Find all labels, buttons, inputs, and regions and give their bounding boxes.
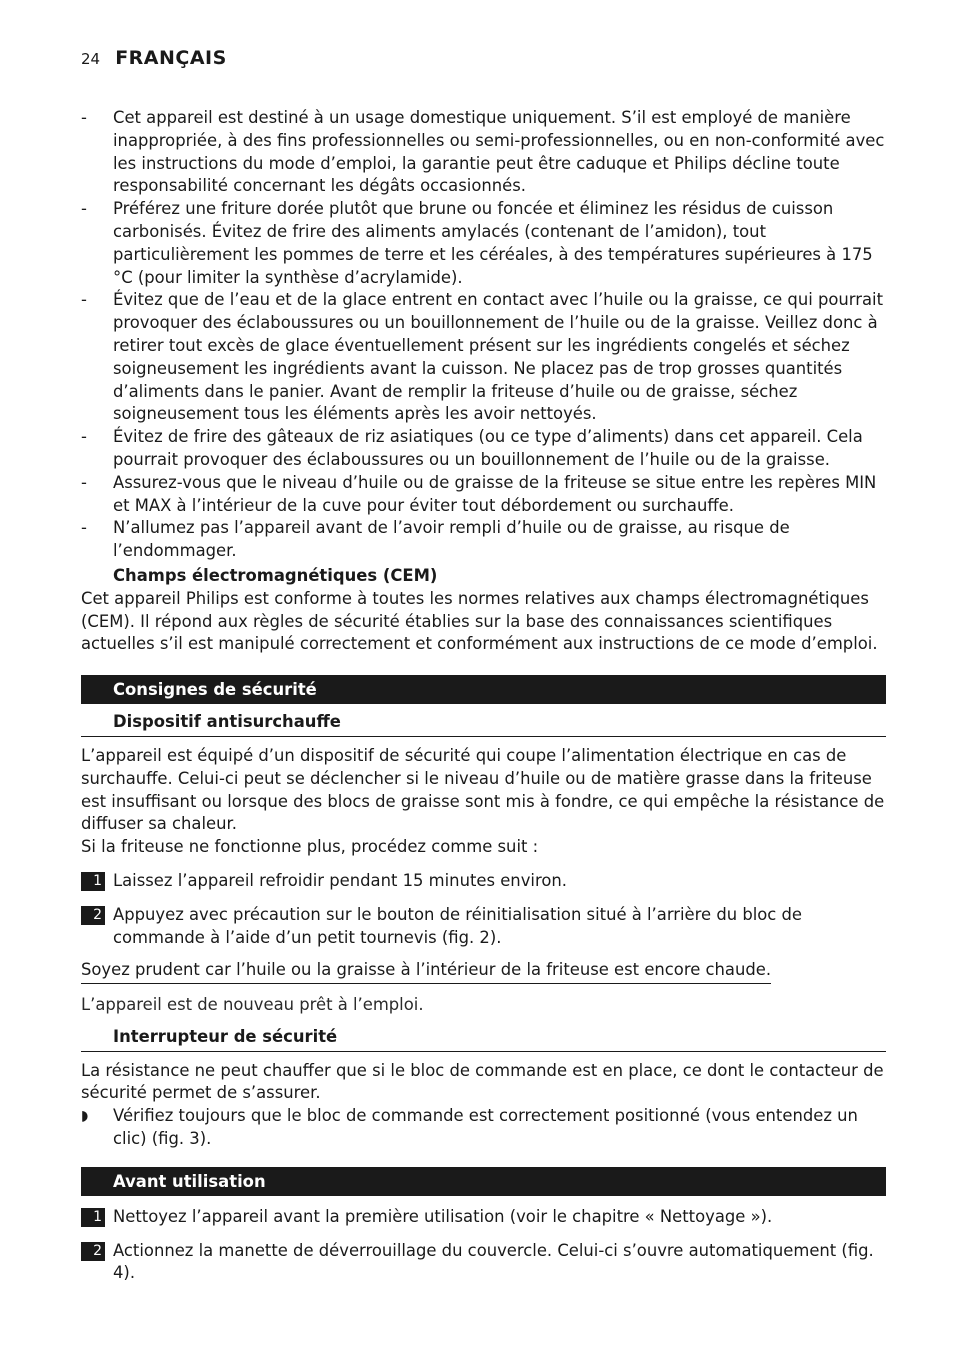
dash-marker: -	[81, 199, 87, 219]
warning-text: Soyez prudent car l’huile ou la graisse à l’intérieur de la friteuse est encore chaude.	[81, 959, 771, 984]
page-content	[81, 107, 886, 1285]
list-item: - N’allumez pas l’appareil avant de l’avoir rempli d’huile ou de graisse, au risque de l’endommager.	[81, 518, 790, 561]
section-title-safety: Consignes de sécurité	[81, 675, 886, 704]
dash-marker: -	[81, 472, 87, 492]
emf-text: Cet appareil Philips est conforme à toutes les normes relatives aux champs électromagnétiques (CEM). Il répond aux règles de sécurité établies sur la base des connaissances scientifiques actuelles s’il est manipulé correctement et conformément aux instructions de ce mode d’emploi.	[81, 588, 878, 654]
switch-heading: Interrupteur de sécurité	[81, 1026, 886, 1052]
step-number: 1	[81, 1208, 105, 1227]
dash-marker: -	[81, 518, 87, 538]
section-title-before-use: Avant utilisation	[81, 1167, 886, 1196]
switch-check-item: ◗ Vérifiez toujours que le bloc de commande est correctement positionné (vous entendez un clic) (fig. 3).	[81, 1106, 858, 1149]
overheat-text: L’appareil est équipé d’un dispositif de sécurité qui coupe l’alimentation électrique en cas de surchauffe. Celui-ci peut se déclencher si le niveau d’huile ou de matière grasse dans la friteuse est insuffisant ou lorsque des blocs de graisse sont mis à fondre, ce qui empêche la résistance de diffuser sa chaleur.	[81, 745, 885, 834]
step-number: 2	[81, 1242, 105, 1261]
page-header	[81, 47, 227, 75]
warning-block	[81, 959, 886, 984]
language-title: FRANÇAIS	[115, 47, 227, 69]
overheat-instruction: Si la friteuse ne fonctionne plus, procédez comme suit :	[81, 837, 539, 857]
before-use-step-2: 2 Actionnez la manette de déverrouillage du couvercle. Celui-ci s’ouvre automatiquement (fig. 4).	[81, 1240, 886, 1286]
list-item: - Évitez de frire des gâteaux de riz asiatiques (ou ce type d’aliments) dans cet appareil. Cela pourrait provoquer des éclaboussures ou un bouillonnement de l’huile ou de la graisse.	[81, 427, 863, 469]
list-item: - Évitez que de l’eau et de la glace entrent en contact avec l’huile ou la graisse, ce qui pourrait provoquer des éclaboussures ou un bouillonnement de l’huile ou de la graisse. Veillez donc à retirer tout excès de glace éventuellement présent sur les ingrédients congelés et séchez soigneusement les ingrédients avant la cuisson. Ne placez pas de trop grosses quantités d’aliments dans le panier. Avant de remplir la friteuse d’huile ou de graisse, séchez soigneusement tous les éléments après les avoir nettoyés.	[81, 290, 884, 424]
overheat-step-2: 2 Appuyez avec précaution sur le bouton de réinitialisation situé à l’arrière du bloc de commande à l’aide d’un petit tournevis (fig. 2).	[81, 904, 886, 950]
emf-heading: Champs électromagnétiques (CEM)	[113, 565, 438, 585]
overheat-step-1: 1 Laissez l’appareil refroidir pendant 15 minutes environ.	[81, 870, 886, 893]
dash-marker: -	[81, 290, 87, 310]
overheat-heading: Dispositif antisurchauffe	[81, 711, 886, 737]
safety-bullet-list	[81, 107, 886, 563]
page-number: 24	[81, 50, 101, 68]
switch-text: La résistance ne peut chauffer que si le bloc de commande est en place, ce dont le contacteur de sécurité permet de s’assurer.	[81, 1060, 884, 1103]
dash-marker: -	[81, 108, 87, 127]
dash-marker: -	[81, 427, 87, 447]
arrow-bullet-icon: ◗	[81, 1108, 89, 1125]
step-number: 1	[81, 872, 105, 891]
step-number: 2	[81, 906, 105, 925]
list-item: - Préférez une friture dorée plutôt que brune ou foncée et éliminez les résidus de cuisson carbonisés. Évitez de frire des aliments amylacés (contenant de l’amidon), tout particulièrement les pommes de terre et les céréales, à des températures supérieures à 175 °C (pour limiter la synthèse d’acrylamide).	[81, 199, 873, 287]
ready-text: L’appareil est de nouveau prêt à l’emploi.	[81, 995, 424, 1015]
list-item: - Assurez-vous que le niveau d’huile ou de graisse de la friteuse se situe entre les repères MIN et MAX à l’intérieur de la cuve pour éviter tout débordement ou surchauffe.	[81, 472, 877, 515]
list-item: - Cet appareil est destiné à un usage domestique uniquement. S’il est employé de manière inappropriée, à des fins professionnelles ou semi-professionnelles, ou en non-conformité avec les instructions du mode d’emploi, la garantie peut être caduque et Philips décline toute responsabilité concernant les dégâts occasionnés.	[81, 108, 885, 196]
before-use-step-1: 1 Nettoyez l’appareil avant la première utilisation (voir le chapitre « Nettoyage »).	[81, 1206, 886, 1229]
